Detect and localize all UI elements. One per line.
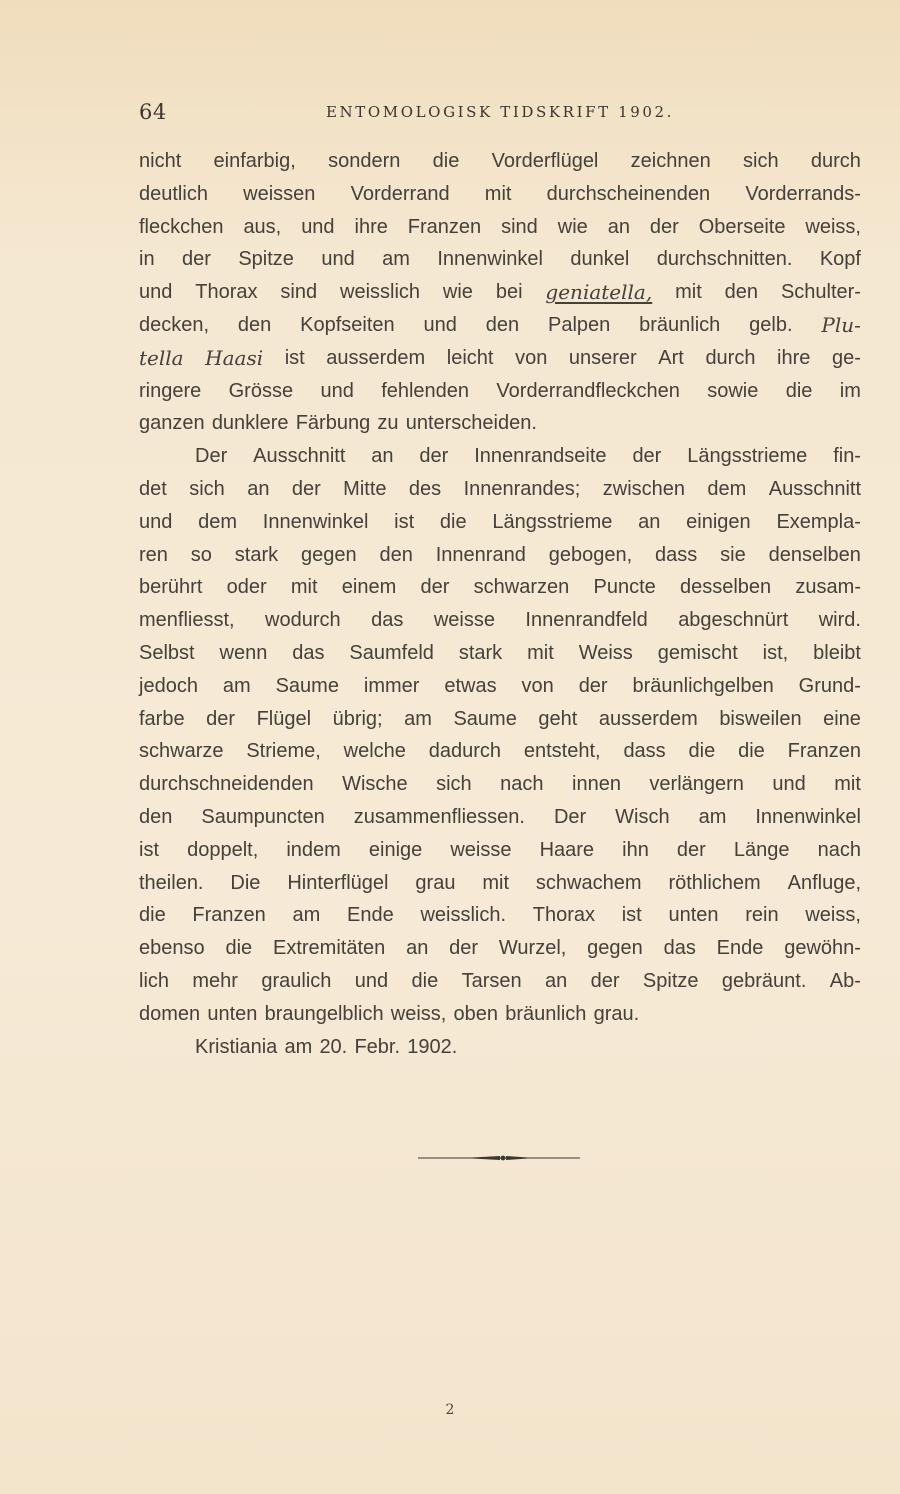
word: ganzen [139,412,205,435]
text-line [139,375,861,408]
word: Extremitäten [272,937,386,960]
word: 20. [319,1035,348,1058]
word: unten [207,1002,258,1025]
word: an [638,510,661,533]
word: ihre [354,215,388,238]
word: weiss, [805,215,861,238]
word: der [649,215,679,238]
word: denselben [768,543,861,566]
word: mit [527,641,554,664]
word: Palpen [548,313,611,336]
word: die [225,937,253,960]
word: zwischen [602,477,686,500]
word: domen [139,1002,201,1025]
word: die [139,904,166,927]
word: abgeschnürt [678,609,789,632]
word: im [839,379,861,402]
word: Längsstrieme [687,445,808,468]
word: den [139,805,173,828]
word: die [411,969,439,992]
word: ist, [762,641,789,664]
word: am [698,805,727,828]
word: ausserdem [598,707,698,730]
word: Haare [539,838,595,861]
word: ren [139,543,168,566]
word: den [379,543,413,566]
word: übrig; [332,707,383,730]
word: Innenrandes; [463,477,581,500]
word: geniatella, [545,280,653,305]
word: ist [139,838,159,861]
word: der [676,838,706,861]
word: dunkel [570,248,630,271]
word: immer [363,674,420,697]
text-line [139,145,861,178]
word: Der [553,805,587,828]
word: Hinterflügel [287,871,389,894]
word: dadurch [428,740,502,763]
word: det [139,477,167,500]
word: Mitte [343,477,387,500]
word: dass [655,543,698,566]
word: einfarbig, [213,150,296,172]
word: mit [290,576,318,599]
text-line [139,768,861,801]
word: Plu- [821,312,861,337]
word: das [663,937,696,960]
word: dass [623,740,666,763]
word: den [237,313,272,336]
word: Innenwinkel [262,510,369,533]
word: der [449,937,479,960]
word: die [785,379,813,402]
page-header [139,100,861,130]
text-line [139,440,861,473]
word: ist [394,510,415,533]
word: berührt [139,576,203,599]
word: grau [415,871,456,894]
word: weisslich [340,281,421,304]
text-line [139,276,861,309]
word: geht [538,707,578,730]
word: sowie [707,379,759,402]
word: des [408,477,442,500]
text-line [139,867,861,900]
word: einige [368,838,423,861]
word: Wisch [615,805,670,828]
word: die [688,740,716,763]
word: Ausschnitt [253,445,346,468]
word: Vorderflügel [491,150,599,172]
word: eine [823,707,861,730]
word: zeichnen [630,150,711,172]
word: Wurzel, [498,937,567,960]
word: schwarzen [473,576,570,599]
word: bräunlichgelben [632,674,774,697]
word: durch [705,346,756,369]
word: ringere [139,379,202,402]
word: wie [557,215,588,238]
word: Saume [453,707,517,730]
text-line [139,735,861,768]
word: gebogen, [548,543,633,566]
word: Wische [342,773,408,796]
word: indem [286,838,341,861]
word: Vorderrand [350,182,450,205]
word: an [371,445,394,468]
word: innen [572,773,621,796]
word: Ende [347,904,394,927]
text-line [139,998,861,1031]
word: Innenwinkel [755,805,861,828]
word: sondern [328,150,401,172]
word: Saume [275,674,339,697]
word: Spitze [642,969,699,992]
word: Thorax [532,904,596,927]
text-line [139,965,861,998]
word: Färbung [295,412,371,435]
word: ausserdem [326,346,426,369]
text-line [139,571,861,604]
word: Oberseite [698,215,786,238]
word: und [139,510,173,533]
word: schwachem [535,871,642,894]
word: das [292,641,325,664]
signature-mark: 2 [445,1402,455,1418]
word: Saumfeld [349,641,434,664]
word: gelb. [749,313,793,336]
word: sind [280,281,318,304]
word: so [190,543,212,566]
word: oben [453,1002,499,1025]
word: ist [621,904,642,927]
word: Strieme, [246,740,321,763]
word: der [291,477,321,500]
word: nach [817,838,861,861]
word: weisse [450,838,512,861]
word: Innenrandseite [474,445,607,468]
word: am [222,674,251,697]
word: grau. [593,1002,640,1025]
word: bräunlich [639,313,721,336]
word: Flügel [256,707,312,730]
text-line [139,473,861,506]
word: zusammenfliessen. [353,805,525,828]
word: entsteht, [523,740,601,763]
word: von [515,346,548,369]
word: dem [198,510,238,533]
word: nicht [139,150,182,172]
word: der [419,445,449,468]
word: durchschnitten. [656,248,793,271]
text-line [139,834,861,867]
word: wie [442,281,473,304]
text-line [139,670,861,703]
word: leicht [446,346,494,369]
word: Haasi [205,345,264,370]
word: einem [341,576,397,599]
word: und [139,281,173,304]
text-line [139,309,861,342]
word: Kopfseiten [300,313,395,336]
word: und [320,379,354,402]
word: stark [458,641,503,664]
word: Puncte [593,576,656,599]
word: mit [482,871,510,894]
word: das [371,609,404,632]
word: lich [139,969,170,992]
word: farbe [139,707,185,730]
word: Ab- [829,969,861,992]
text-line [139,178,861,211]
word: einigen [686,510,751,533]
word: etwas [444,674,497,697]
word: und [321,248,355,271]
word: mit [484,182,512,205]
word: am [292,904,321,927]
word: Grund- [798,674,861,697]
word: mit [834,773,861,796]
word: unterscheiden. [405,412,537,435]
body-text [139,145,861,1063]
word: gebräunt. [721,969,807,992]
text-line [139,932,861,965]
word: unserer [568,346,637,369]
word: braungelblich [264,1002,384,1025]
word: Selbst [139,641,195,664]
word: decken, [139,313,210,336]
word: ihn [622,838,649,861]
word: ebenso [139,937,205,960]
word: und [423,313,457,336]
word: sie [720,543,746,566]
word: desselben [679,576,772,599]
word: Länge [733,838,790,861]
word: die [738,740,765,763]
word: Schulter- [780,281,861,304]
word: Exempla- [776,510,861,533]
word: stark [234,543,279,566]
word: Kristiania [195,1035,278,1058]
word: weisse [433,609,495,632]
word: graulich [261,969,332,992]
word: der [632,445,662,468]
word: Tarsen [461,969,522,992]
running-title: ENTOMOLOGISK TIDSKRIFT 1902. [325,103,675,121]
text-line [139,342,861,375]
word: gegen [587,937,643,960]
word: mit [675,281,702,304]
word: mehr [192,969,238,992]
text-line [139,211,861,244]
word: von [521,674,554,697]
word: sich [743,150,779,172]
word: aus, [243,215,282,238]
word: zu [377,412,399,435]
word: den [724,281,759,304]
word: durchschneidenden [139,773,314,796]
word: ihre [777,346,811,369]
word: dem [707,477,747,500]
word: Thorax [195,281,258,304]
word: an [406,937,429,960]
word: fin- [833,445,861,468]
word: weiss, [390,1002,447,1025]
word: den [485,313,520,336]
word: der [182,248,211,271]
word: sich [189,477,225,500]
word: Ende [716,937,764,960]
word: tella [139,345,184,370]
word: Franzen [787,740,861,763]
word: Ausschnitt [768,477,861,500]
word: bleibt [813,641,861,664]
text-line [139,899,861,932]
word: in [139,248,155,271]
word: an [247,477,270,500]
word: oder [226,576,267,599]
word: jedoch [139,674,198,697]
word: deutlich [139,182,208,205]
word: ist [284,346,305,369]
word: am [382,248,410,271]
text-line [139,243,861,276]
word: Spitze [238,248,294,271]
text-line [139,703,861,736]
word: Die [230,871,261,894]
word: durchscheinenden [546,182,711,205]
word: Innenrandfeld [525,609,648,632]
word: an [607,215,630,238]
word: theilen. [139,871,204,894]
word: sind [501,215,538,238]
word: fleckchen [139,215,224,238]
word: Franzen [192,904,266,927]
word: der [420,576,450,599]
word: die [432,150,460,172]
text-line [139,539,861,572]
word: unten [668,904,719,927]
word: Saumpuncten [201,805,325,828]
word: weisslich. [420,904,507,927]
word: Weiss [578,641,633,664]
word: weissen [243,182,316,205]
word: sich [436,773,472,796]
word: menfliesst, [139,609,235,632]
word: bei [495,281,523,304]
word: rein [745,904,779,927]
word: gemischt [657,641,738,664]
word: Innenwinkel [437,248,543,271]
word: und [772,773,806,796]
word: am [404,707,432,730]
word: bisweilen [719,707,802,730]
word: der [578,674,608,697]
word: der [590,969,620,992]
word: gegen [301,543,357,566]
word: und [354,969,389,992]
text-line [139,801,861,834]
section-end-ornament [418,1151,580,1165]
word: Vorderrandfleckchen [496,379,680,402]
word: die [439,510,467,533]
word: und [301,215,335,238]
word: welche [343,740,406,763]
word: am [284,1035,313,1058]
word: fehlenden [381,379,470,402]
word: Der [195,445,228,468]
word: wird. [818,609,861,632]
word: doppelt, [187,838,259,861]
word: Längsstrieme [492,510,613,533]
word: an [545,969,568,992]
word: verlängern [649,773,744,796]
word: ge- [831,346,861,369]
text-line [139,604,861,637]
word: zusam- [795,576,861,599]
word: Innenrand [435,543,526,566]
text-line [139,506,861,539]
word: der [206,707,236,730]
word: dunklere [211,412,289,435]
word: gewöhn- [784,937,861,960]
page-number: 64 [139,100,167,124]
word: Kopf [819,248,861,271]
text-line [139,1031,861,1064]
text-line [139,637,861,670]
word: Grösse [228,379,294,402]
word: Art [658,346,684,369]
word: Franzen [407,215,482,238]
word: wodurch [265,609,341,632]
word: wenn [219,641,268,664]
word: Anfluge, [787,871,861,894]
word: nach [500,773,544,796]
word: bräunlich [505,1002,587,1025]
word: schwarze [139,740,224,763]
word: Vorderrands- [745,182,861,205]
word: Febr. [354,1035,401,1058]
word: röthlichem [668,871,761,894]
word: 1902. [407,1035,458,1058]
word: durch [810,150,861,172]
word: weiss, [805,904,861,927]
text-line [139,407,861,440]
